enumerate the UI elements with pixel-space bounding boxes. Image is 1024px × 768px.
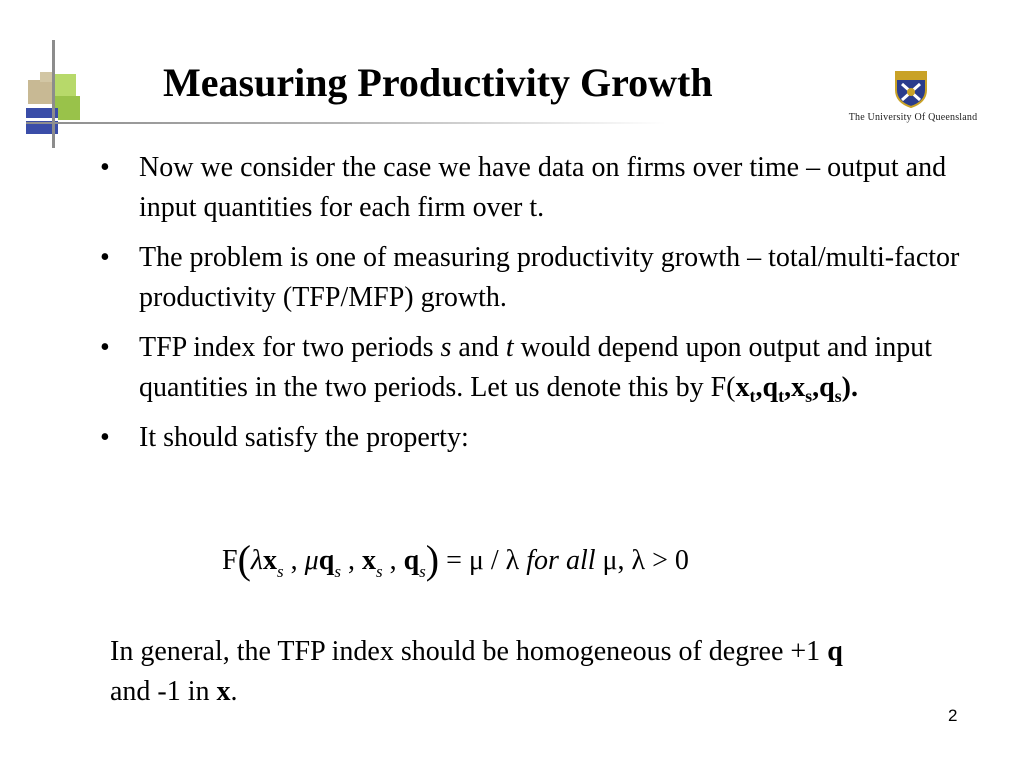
bullet-marker: •	[100, 242, 110, 273]
period-t: t	[505, 332, 514, 363]
bullet-text: and	[451, 332, 506, 363]
university-logo	[838, 70, 988, 126]
title-underline-rule	[26, 122, 666, 124]
bullet-list	[100, 148, 980, 468]
crest-icon	[894, 70, 928, 108]
bullet-text: Now we consider the case we have data on firms over time – output and input quantities for each firm over t.	[139, 152, 947, 223]
bullet-text: TFP index for two periods	[139, 332, 441, 363]
bullet-item	[100, 418, 980, 458]
bullet-marker: •	[100, 152, 110, 183]
bullet-text: The problem is one of measuring productivity growth – total/multi-factor productivity (TFP/MFP) growth.	[139, 242, 960, 313]
university-name: The University Of Queensland	[848, 112, 978, 123]
function-args: $x_t,q_t,x_s,q_s$).	[735, 372, 858, 406]
bullet-text: It should satisfy the property:	[139, 422, 469, 453]
bullet-marker: •	[100, 422, 110, 453]
for-all-text: for all	[526, 545, 596, 576]
bullet-marker: •	[100, 332, 110, 363]
conclusion-text: In general, the TFP index should be homogeneous of degree +1 q and -1 in x.	[110, 636, 843, 707]
slide-title: Measuring Productivity Growth	[163, 60, 713, 105]
homogeneity-formula: $F(\lambda x_s$ , $\mu q_s$ , $x_s$ , $q_s) = \mu / \lambda$ for all μ, λ > 0	[222, 537, 689, 582]
bullet-item	[100, 328, 980, 408]
page-number: 2	[948, 706, 958, 725]
decor-square-tan	[28, 80, 54, 104]
period-s: s	[440, 332, 452, 363]
bullet-item	[100, 238, 980, 318]
bullet-item	[100, 148, 980, 228]
decor-vertical-rule	[52, 40, 55, 148]
bullet-text: would depend upon output and input quantities in the two periods. Let us denote this by F(	[139, 332, 933, 403]
